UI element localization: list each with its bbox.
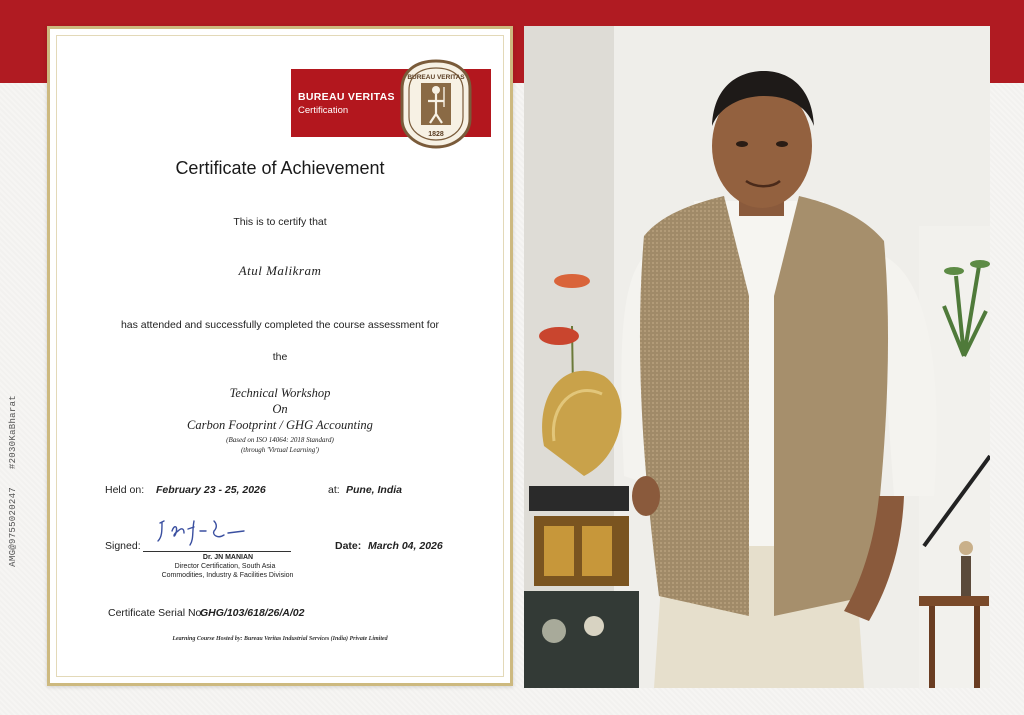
- connector-text: the: [272, 351, 288, 363]
- course-note-1: (Based on ISO 14064: 2018 Standard): [226, 436, 334, 444]
- signer-name: Dr. JN MANIAN: [202, 554, 254, 561]
- svg-text:BUREAU VERITAS: BUREAU VERITAS: [407, 74, 465, 81]
- signer-title-1: Director Certification, South Asia: [174, 563, 276, 570]
- course-note-2: (through 'Virtual Learning'): [240, 446, 320, 454]
- signature-icon: [154, 513, 254, 549]
- certify-intro: This is to certify that: [233, 216, 327, 228]
- course-line-1: Technical Workshop: [229, 386, 331, 400]
- location-label: at:: [328, 484, 340, 496]
- signed-label: Signed:: [105, 540, 141, 552]
- hashtag-text: #2030KaBharat: [8, 395, 18, 470]
- held-dates: February 23 - 25, 2026: [156, 484, 266, 496]
- course-line-2: On: [272, 402, 288, 416]
- host-footnote: Learning Course Hosted by: Bureau Veritas Industrial Services (India) Private Limited: [172, 636, 388, 642]
- man-portrait-illustration: [524, 26, 990, 688]
- location-value: Pune, India: [346, 484, 403, 496]
- issuer-sub: Certification: [298, 105, 349, 116]
- side-caption: [2, 395, 24, 595]
- course-line-3: Carbon Footprint / GHG Accounting: [187, 418, 373, 432]
- issue-date: March 04, 2026: [368, 540, 443, 552]
- recipient-name: Atul Malikram: [238, 263, 322, 278]
- date-label: Date:: [335, 540, 362, 552]
- signature-line: [143, 551, 291, 552]
- contact-text: AMG@9755020247: [8, 487, 18, 567]
- svg-text:1828: 1828: [428, 131, 444, 138]
- serial-number: GHG/103/618/26/A/02: [200, 607, 305, 619]
- portrait-photo: [524, 26, 990, 688]
- held-label: Held on:: [105, 484, 145, 496]
- issuer-name: BUREAU VERITAS: [298, 91, 395, 103]
- bureau-veritas-seal-icon: [400, 59, 472, 149]
- certificate-title: Certificate of Achievement: [175, 158, 385, 178]
- certificate: [47, 26, 513, 686]
- signer-title-2: Commodities, Industry & Facilities Division: [161, 572, 294, 579]
- completion-statement: has attended and successfully completed the course assessment for: [120, 319, 440, 331]
- serial-label: Certificate Serial No:: [108, 607, 205, 619]
